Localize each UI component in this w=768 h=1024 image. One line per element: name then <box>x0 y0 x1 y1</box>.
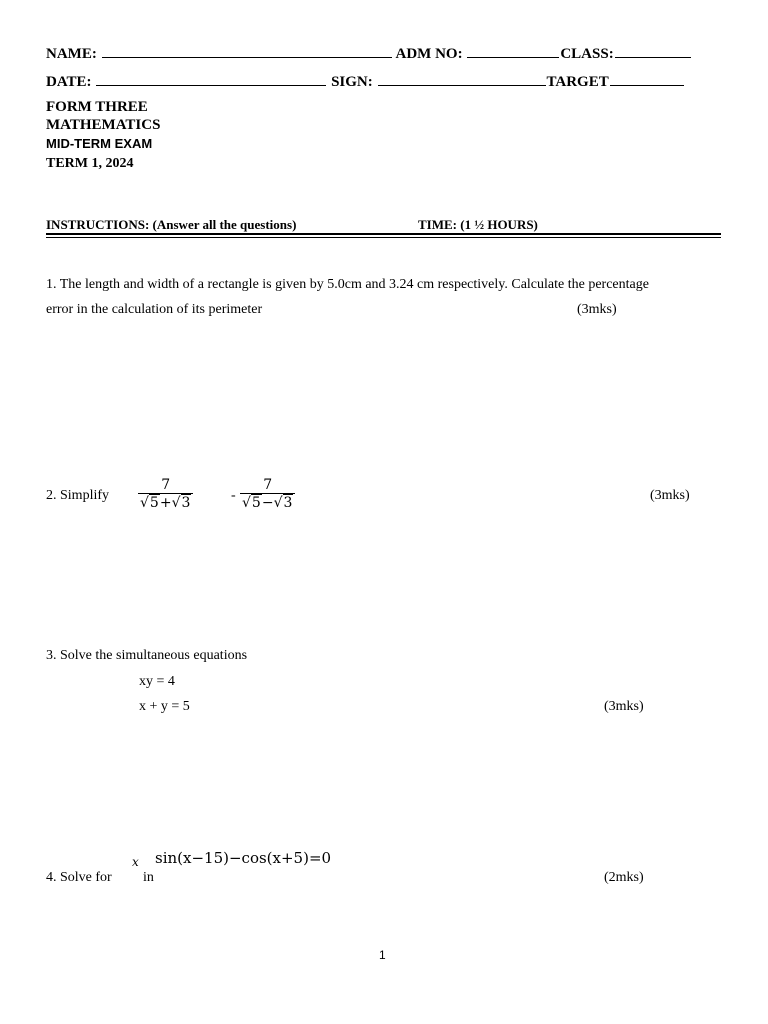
instructions-rule-thick <box>46 233 721 235</box>
sign-label: SIGN: <box>331 74 373 90</box>
class-blank <box>615 44 691 58</box>
question-3-prompt: 3. Solve the simultaneous equations <box>46 648 248 663</box>
instructions-text: INSTRUCTIONS: (Answer all the questions) <box>46 217 297 232</box>
name-blank <box>102 44 392 58</box>
question-4-marks: (2mks) <box>604 870 644 885</box>
question-3-marks: (3mks) <box>604 699 644 714</box>
form-title: FORM THREE <box>46 99 148 115</box>
question-2-marks: (3mks) <box>650 488 690 503</box>
exam-title: MID-TERM EXAM <box>46 136 153 151</box>
page-number: 1 <box>379 948 386 962</box>
adm-blank <box>467 44 559 58</box>
question-4-in: in <box>143 870 154 885</box>
fraction-1 <box>138 477 193 512</box>
question-1-line-1: 1. The length and width of a rectangle is given by 5.0cm and 3.24 cm respectively. Calculate the percentage <box>46 277 649 292</box>
subject-title: MATHEMATICS <box>46 117 161 133</box>
time-text: TIME: (1 ½ HOURS) <box>418 217 538 232</box>
target-blank <box>610 72 684 86</box>
date-label: DATE: <box>46 74 92 90</box>
variable-x: x <box>132 855 139 869</box>
date-blank <box>96 72 326 86</box>
question-1-marks: (3mks) <box>577 302 617 317</box>
sign-blank <box>378 72 546 86</box>
adm-label: ADM NO: <box>395 46 463 62</box>
fraction-2 <box>240 477 295 512</box>
fraction-2-denominator: √5−√3 <box>242 495 293 511</box>
minus-sign: - <box>231 488 236 503</box>
target-label: TARGET <box>546 74 609 90</box>
question-2-prompt: 2. Simplify <box>46 488 110 503</box>
term-title: TERM 1, 2024 <box>46 156 134 171</box>
equation-2: x + y = 5 <box>139 699 190 714</box>
fraction-1-numerator: 7 <box>138 477 193 494</box>
name-label: NAME: <box>46 46 97 62</box>
fraction-1-denominator: √5+√3 <box>140 495 191 511</box>
question-1-line-2: error in the calculation of its perimeter <box>46 302 263 317</box>
trig-equation: sin(x−15)−cos(x+5)=0 <box>155 849 332 867</box>
date-line <box>46 72 685 91</box>
question-4-prompt: 4. Solve for <box>46 870 112 885</box>
instructions-rule-thin <box>46 237 721 238</box>
fraction-2-numerator: 7 <box>240 477 295 494</box>
class-label: CLASS: <box>560 46 614 62</box>
equation-1: xy = 4 <box>139 674 175 689</box>
name-line <box>46 44 692 63</box>
